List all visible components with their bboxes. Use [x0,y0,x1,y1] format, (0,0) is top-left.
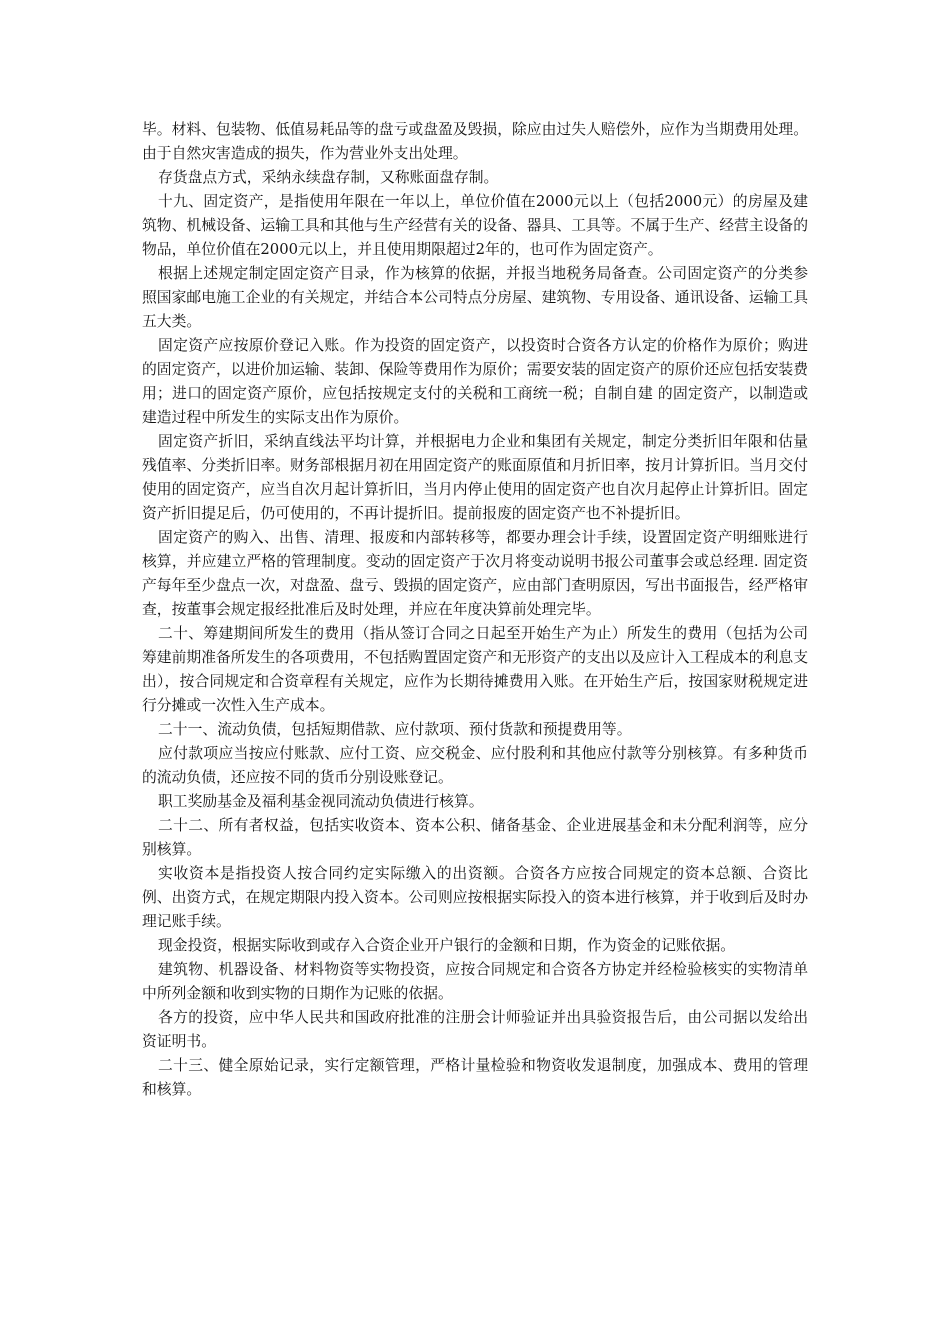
paragraph: 存货盘点方式，采纳永续盘存制，又称账面盘存制。 [158,169,499,186]
document-page [142,118,808,1102]
paragraph: 二十三、健全原始记录，实行定额管理，严格计量检验和物资收发退制度，加强成本、费用的管理和核算。 [142,1057,808,1098]
paragraph: 根据上述规定制定固定资产目录，作为核算的依据，并报当地税务局备查。公司固定资产的分类参照国家邮电施工企业的有关规定，并结合本公司特点分房屋、建筑物、专用设备、通讯设备、运输工具五大类。 [142,265,808,330]
paragraph: 固定资产折旧，采纳直线法平均计算，并根据电力企业和集团有关规定，制定分类折旧年限和估量残值率、分类折旧率。财务部根据月初在用固定资产的账面原值和月折旧率，按月计算折旧。当月交付使用的固定资产，应当自次月起计算折旧，当月内停止使用的固定资产也自次月起停止计算折旧。固定资产折旧提足后，仍可使用的，不再计提折旧。提前报废的固定资产也不补提折旧。 [142,433,808,522]
paragraph: 应付款项应当按应付账款、应付工资、应交税金、应付股利和其他应付款等分别核算。有多种货币的流动负债，还应按不同的货币分别设账登记。 [142,745,808,786]
paragraph: 二十一、流动负债，包括短期借款、应付款项、预付货款和预提费用等。 [158,721,632,738]
paragraph: 现金投资，根据实际收到或存入合资企业开户银行的金额和日期，作为资金的记账依据。 [158,937,736,954]
paragraph: 固定资产的购入、出售、清理、报废和内部转移等，都要办理会计手续，设置固定资产明细账进行核算，并应建立严格的管理制度。变动的固定资产于次月将变动说明书报公司董事会或总经理. 固定资产每年至少盘点一次，对盘盈、盘亏、毁损的固定资产，应由部门查明原因，写出书面报告，经严格审查，按董事会规定报经批准后及时处理，并应在年度决算前处理完毕。 [142,529,808,618]
paragraph: 职工奖励基金及福利基金视同流动负债进行核算。 [158,793,484,810]
paragraph: 十九、固定资产，是指使用年限在一年以上，单位价值在2000元以上（包括2000元）的房屋及建筑物、机械设备、运输工具和其他与生产经营有关的设备、器具、工具等。不属于生产、经营主设备的物品，单位价值在2000元以上，并且使用期限超过2年的，也可作为固定资产。 [142,193,808,258]
paragraph: 固定资产应按原价登记入账。作为投资的固定资产，以投资时合资各方认定的价格作为原价；购进的固定资产，以进价加运输、装卸、保险等费用作为原价；需要安装的固定资产的原价还应包括安装费用；进口的固定资产原价，应包括按规定支付的关税和工商统一税；自制自建 的固定资产，以制造或建造过程中所发生的实际支出作为原价。 [142,337,808,426]
paragraph: 各方的投资，应中华人民共和国政府批准的注册会计师验证并出具验资报告后，由公司据以发给出资证明书。 [142,1009,808,1050]
paragraph: 毕。材料、包装物、低值易耗品等的盘亏或盘盈及毁损，除应由过失人赔偿外，应作为当期费用处理。由于自然灾害造成的损失，作为营业外支出处理。 [142,121,808,162]
paragraph: 建筑物、机器设备、材料物资等实物投资，应按合同规定和合资各方协定并经检验核实的实物清单中所列金额和收到实物的日期作为记账的依据。 [142,961,808,1002]
paragraph: 二十、筹建期间所发生的费用（指从签订合同之日起至开始生产为止）所发生的费用（包括为公司筹建前期准备所发生的各项费用，不包括购置固定资产和无形资产的支出以及应计入工程成本的利息支出），按合同规定和合资章程有关规定，应作为长期待摊费用入账。在开始生产后，按国家财税规定进行分摊或一次性入生产成本。 [142,625,808,714]
paragraph: 二十二、所有者权益，包括实收资本、资本公积、储备基金、企业进展基金和未分配利润等，应分别核算。 [142,817,808,858]
paragraph: 实收资本是指投资人按合同约定实际缴入的出资额。合资各方应按合同规定的资本总额、合资比例、出资方式，在规定期限内投入资本。公司则应按根据实际投入的资本进行核算，并于收到后及时办理记账手续。 [142,865,808,930]
